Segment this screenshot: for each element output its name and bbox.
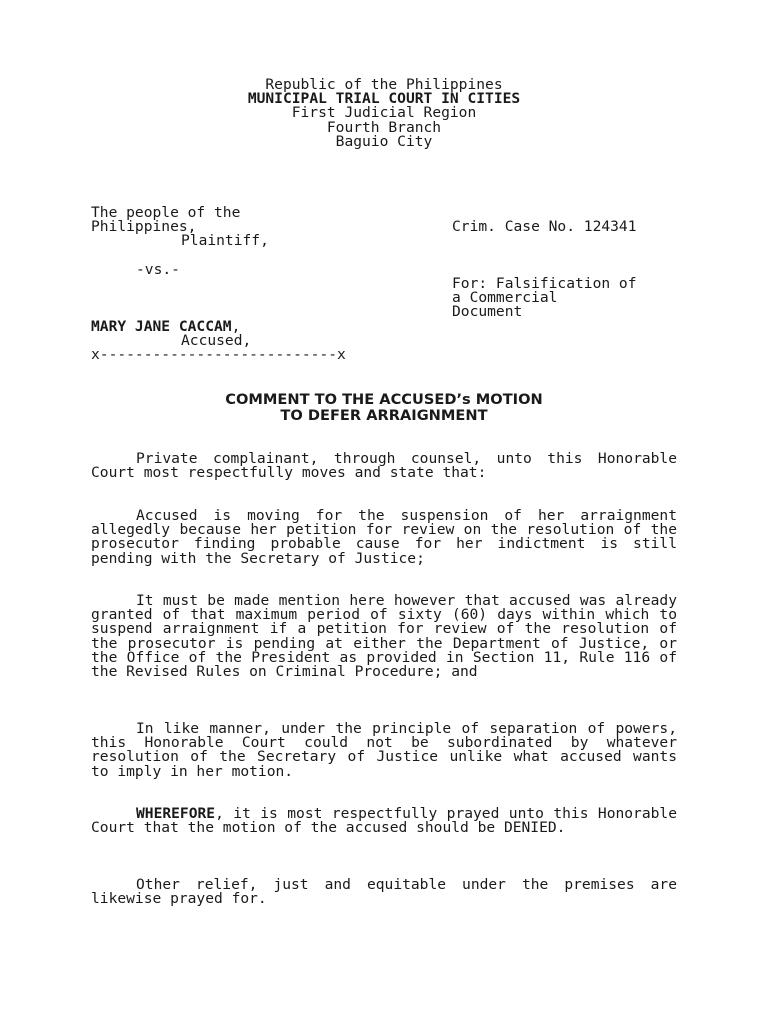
plaintiff-line-2: Philippines, (91, 218, 197, 235)
court-header (0, 78, 768, 149)
wherefore-label: WHEREFORE (136, 805, 216, 822)
versus-label: -vs.- (136, 261, 180, 278)
paragraph-suspension: Accused is moving for the suspension of her arraignment allegedly because her petition for review on the resolution of the prosecutor finding probable cause for her indictment is still pending with the Secretary of Justice; (91, 507, 677, 567)
court-name: MUNICIPAL TRIAL COURT IN CITIES (247, 90, 521, 108)
city-line: Baguio City (335, 132, 433, 150)
offense-line-1: For: Falsification of (452, 275, 637, 292)
paragraph-separation-of-powers: In like manner, under the principle of separation of powers, this Honorable Court could not be subordinated by whatever resolution of the Secretary of Justice unlike what accused wants to imply in her motion. (91, 720, 677, 780)
accused-role: Accused, (181, 332, 252, 349)
accused-comma: , (231, 318, 241, 335)
branch-line: Fourth Branch (326, 118, 442, 136)
region-line: First Judicial Region (291, 104, 477, 122)
pleading-title (0, 392, 768, 424)
paragraph-intro: Private complainant, through counsel, unto this Honorable Court most respectfully moves and state that: (91, 450, 677, 482)
caption-separator: x---------------------------x (91, 346, 346, 363)
plaintiff-line-1: The people of the (91, 204, 241, 221)
paragraph-wherefore (91, 807, 677, 835)
paragraph-sixty-days: It must be made mention here however that accused was already granted of that maximum period of sixty (60) days within which to suspend arraignment if a petition for review of the resolution of the prosecutor is pending at either the Department of Justice, or the Office of the President as provided in Section 11, Rule 116 of the Revised Rules on Criminal Procedure; and (91, 592, 677, 681)
case-number: Crim. Case No. 124341 (452, 218, 637, 235)
offense-line-3: Document (452, 303, 523, 320)
republic-line: Republic of the Philippines (265, 76, 503, 93)
plaintiff-role: Plaintiff, (181, 232, 269, 249)
accused-name: MARY JANE CACCAM (91, 318, 232, 335)
offense-line-2: a Commercial (452, 289, 558, 306)
title-line-1: COMMENT TO THE ACCUSED’s MOTION (225, 391, 543, 408)
title-line-2: TO DEFER ARRAIGNMENT (280, 407, 488, 424)
wherefore-text: , it is most respectfully prayed unto this Honorable Court that the motion of the accused should be DENIED. (91, 805, 677, 837)
paragraph-other-relief: Other relief, just and equitable under the premises are likewise prayed for. (91, 876, 677, 908)
